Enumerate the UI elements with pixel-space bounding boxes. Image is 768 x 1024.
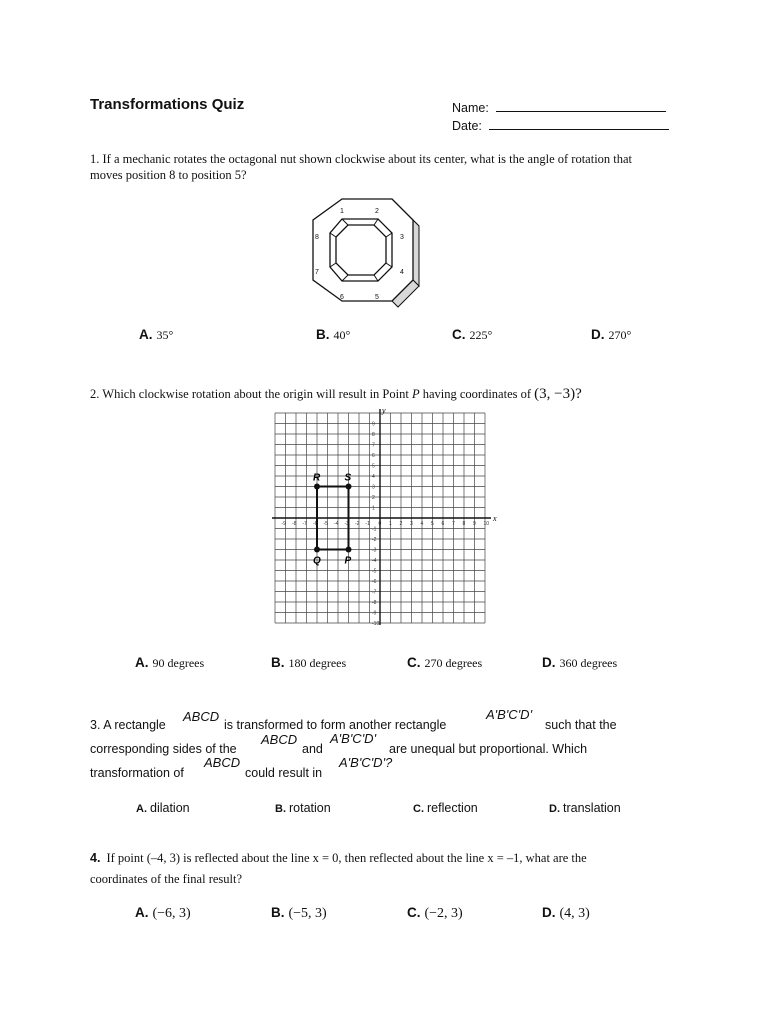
nut-label-3: 3: [400, 234, 404, 241]
q1-choice-c[interactable]: C. 225°: [452, 327, 493, 342]
y-tick-label: -5: [372, 568, 377, 575]
q1-text-line1: 1. If a mechanic rotates the octagonal nut shown clockwise about its center, what is the angle of rotation that: [90, 152, 633, 166]
q2-choice-a[interactable]: A. 90 degrees: [135, 655, 205, 670]
q3-text-line2a: corresponding sides of the: [90, 742, 237, 756]
x-tick-label: 7: [452, 521, 455, 527]
q3-text-line1c: such that the: [545, 718, 617, 732]
q1-choice-d[interactable]: D. 270°: [591, 327, 632, 342]
nut-label-6: 6: [340, 294, 344, 301]
q4-text-line2: coordinates of the final result?: [90, 872, 243, 886]
nut-label-7: 7: [315, 269, 319, 276]
x-tick-label: -6: [313, 521, 318, 527]
date-label: Date:: [452, 119, 482, 133]
y-tick-label: -6: [372, 579, 377, 585]
x-tick-label: -8: [292, 521, 297, 527]
x-axis-label: x: [493, 514, 497, 523]
y-tick-label: 7: [372, 442, 375, 449]
y-tick-label: -8: [372, 600, 377, 606]
q1-choice-b[interactable]: B. 40°: [316, 327, 351, 342]
q2-choice-d[interactable]: D. 360 degrees: [542, 655, 618, 670]
x-tick-label: 4: [420, 521, 424, 527]
quiz-title: Transformations Quiz: [90, 96, 245, 113]
point-p: [346, 547, 352, 553]
y-tick-label: -10: [372, 621, 380, 627]
coordinate-grid: [270, 408, 495, 633]
q4-choice-c[interactable]: C. (−2, 3): [407, 905, 463, 921]
y-tick-label: -7: [372, 589, 377, 596]
q3-abcd-1: ABCD: [183, 709, 220, 724]
y-tick-label: 1: [372, 505, 375, 512]
x-tick-label: -7: [302, 521, 307, 527]
q3-abcd-3: ABCD: [204, 755, 241, 770]
x-tick-label: 8: [462, 521, 466, 527]
q3-abcd-prime-2: A'B'C'D': [330, 731, 377, 746]
y-tick-label: -1: [372, 526, 377, 533]
q3-choice-d[interactable]: D. translation: [549, 801, 621, 815]
nut-label-1: 1: [340, 208, 344, 215]
q3-choice-b[interactable]: B. rotation: [275, 801, 331, 815]
y-tick-label: -4: [372, 558, 377, 564]
x-tick-label: 6: [441, 521, 445, 527]
q3-abcd-prime-q: A'B'C'D'?: [339, 755, 393, 770]
x-tick-label: 2: [399, 521, 403, 527]
q2-choice-b[interactable]: B. 180 degrees: [271, 655, 347, 670]
point-label-q: Q: [313, 555, 321, 567]
y-axis-label: y: [382, 406, 386, 415]
date-field[interactable]: [452, 117, 669, 133]
y-tick-label: 4: [372, 474, 375, 480]
x-tick-label: 5: [431, 521, 434, 527]
y-tick-label: -3: [372, 547, 377, 554]
nut-label-2: 2: [375, 208, 379, 215]
octagonal-nut-figure: [300, 195, 425, 307]
name-blank[interactable]: [496, 99, 666, 112]
point-label-s: S: [344, 472, 352, 484]
q3-choice-c[interactable]: C. reflection: [413, 801, 478, 815]
y-tick-label: 8: [372, 432, 375, 438]
x-tick-label: -3: [344, 521, 349, 527]
q3-abcd-2: ABCD: [261, 732, 298, 747]
q1-text-line2: moves position 8 to position 5?: [90, 168, 247, 182]
point-q: [314, 547, 320, 553]
q3-abcd-prime-1: A'B'C'D': [486, 707, 533, 722]
x-tick-label: 0: [378, 521, 382, 527]
q3-text-line2c: are unequal but proportional. Which: [389, 742, 588, 756]
y-tick-label: 5: [372, 463, 375, 470]
q3-text-line3b: could result in: [245, 766, 323, 780]
name-label: Name:: [452, 101, 489, 115]
q2-choice-c[interactable]: C. 270 degrees: [407, 655, 483, 670]
y-tick-label: 2: [372, 495, 375, 501]
nut-label-5: 5: [375, 294, 379, 301]
q3-text-line3a: transformation of: [90, 766, 184, 780]
x-tick-label: -2: [355, 521, 360, 527]
point-label-r: R: [313, 472, 321, 484]
x-tick-label: -4: [334, 521, 339, 527]
y-tick-label: 6: [372, 453, 375, 459]
q4-choice-b[interactable]: B. (−5, 3): [271, 905, 327, 921]
x-tick-label: -9: [281, 521, 286, 527]
nut-label-4: 4: [400, 269, 404, 276]
q4-choice-a[interactable]: A. (−6, 3): [135, 905, 191, 921]
date-blank[interactable]: [489, 117, 669, 130]
nut-label-8: 8: [315, 234, 319, 241]
y-tick-label: 9: [372, 421, 375, 428]
x-tick-label: 1: [389, 521, 392, 527]
point-r: [314, 484, 320, 490]
q3-text-line2b: and: [302, 742, 323, 756]
q3-choice-a[interactable]: A. dilation: [136, 801, 190, 815]
x-tick-label: -1: [365, 521, 370, 527]
q1-choice-a[interactable]: A. 35°: [139, 327, 174, 342]
y-tick-label: -2: [372, 537, 377, 543]
x-tick-label: 10: [483, 521, 490, 527]
x-tick-label: 9: [473, 521, 476, 527]
point-label-p: P: [344, 555, 352, 567]
y-tick-label: -9: [372, 610, 377, 617]
q4-choice-d[interactable]: D. (4, 3): [542, 905, 590, 921]
point-s: [346, 484, 352, 490]
q3-text-line1b: is transformed to form another rectangle: [224, 718, 447, 732]
x-tick-label: 3: [410, 521, 413, 527]
q3-text-line1a: 3. A rectangle: [90, 718, 166, 732]
q2-text: 2. Which clockwise rotation about the origin will result in Point P having coordinates of (3, −3)?: [90, 386, 582, 402]
q4-text-line1: 4. If point (–4, 3) is reflected about the line x = 0, then reflected about the line x = –1, what are the: [90, 851, 587, 865]
x-tick-label: -5: [323, 521, 328, 527]
y-tick-label: 3: [372, 484, 375, 491]
name-field[interactable]: [452, 99, 666, 115]
